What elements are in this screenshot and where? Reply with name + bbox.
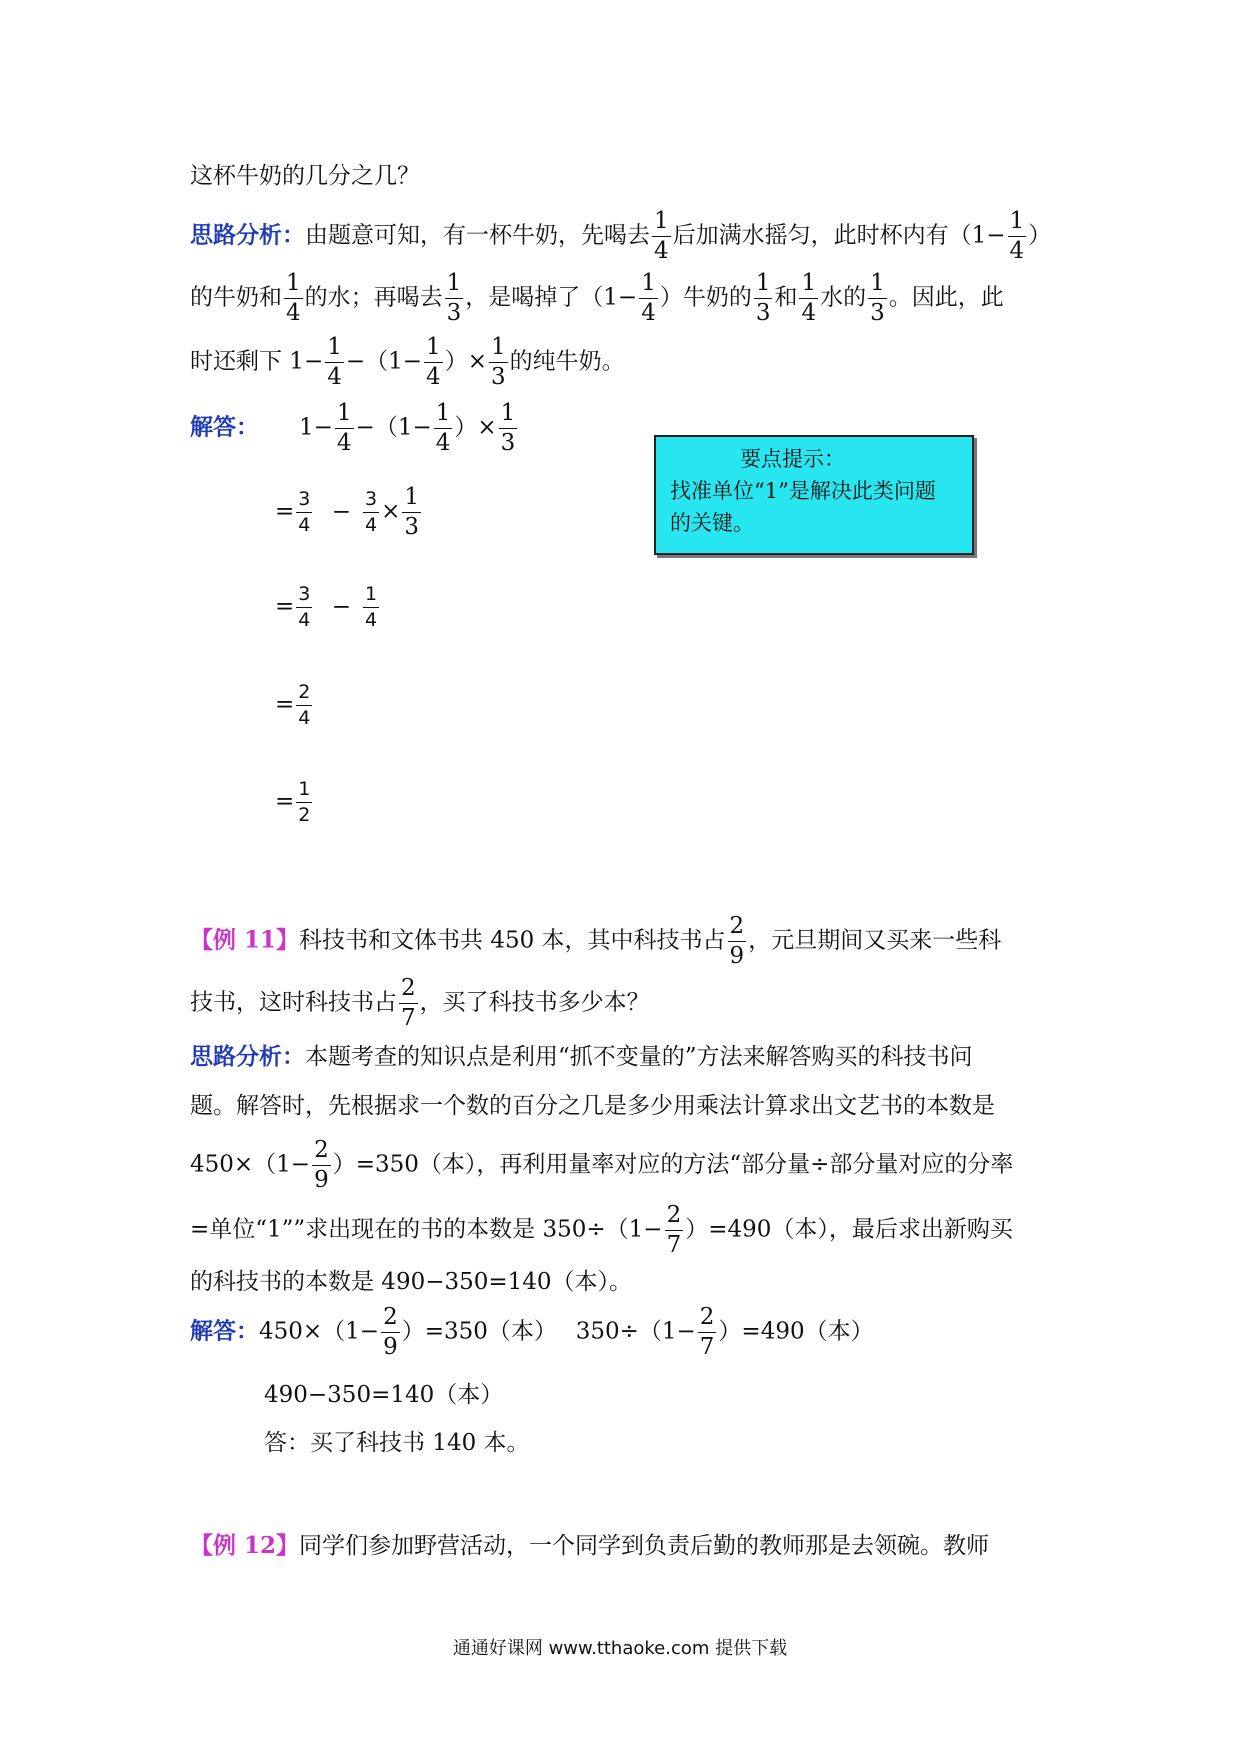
fraction: $\frac{2}{7}$: [699, 1304, 715, 1360]
fraction: $\frac{3}{4}$: [298, 583, 311, 631]
example-12-line-1: 【例 12】同学们参加野营活动，一个同学到负责后勤的教师那是去领碗。教师: [190, 1532, 990, 1559]
fraction: $\frac{2}{9}$: [383, 1304, 398, 1360]
solution-step-3: = $\frac{2}{4}$: [275, 681, 311, 729]
solution-line-0: 解答： 1− $\frac{1}{4}$ −（1− $\frac{1}{4}$ ）× $\frac{1}{3}$: [190, 400, 516, 456]
analysis-line-3: 时还剩下 1− $\frac{1}{4}$ −（1− $\frac{1}{4}$ ）× $\frac{1}{3}$ 的纯牛奶。: [190, 334, 625, 390]
fraction: $\frac{1}{3}$: [500, 400, 516, 456]
fraction: $\frac{3}{4}$: [298, 488, 311, 536]
example-11-line-2: 技书，这时科技书占 $\frac{2}{7}$ ，买了科技书多少本？: [190, 975, 650, 1031]
fraction: $\frac{1}{4}$: [435, 400, 451, 456]
fraction: $\frac{1}{4}$: [426, 334, 441, 390]
example-11-answer: 答：买了科技书 140 本。: [264, 1430, 530, 1456]
footer-credit: 通通好课网 www.tthaoke.com 提供下载: [452, 1638, 788, 1659]
fraction: $\frac{1}{3}$: [446, 270, 462, 326]
fraction: $\frac{2}{7}$: [666, 1202, 682, 1258]
solution-label: 解答：: [190, 414, 259, 441]
analysis-line-2: 的牛奶和 $\frac{1}{4}$ 的水；再喝去 $\frac{1}{3}$ ，是喝掉了（1− $\frac{1}{4}$ ）牛奶的 $\frac{1}{3}$ 和 $\frac{1}{4}$ 水的 $\frac{1}{3}$ 。因此，此: [190, 270, 1004, 326]
example-11-solution-1: 解答：450×（1− $\frac{2}{9}$ ）=350（本） 350÷（1− $\frac{2}{7}$ ）=490（本）: [190, 1304, 874, 1360]
fraction: $\frac{1}{4}$: [654, 208, 669, 264]
fraction: $\frac{1}{4}$: [364, 583, 378, 631]
key-point-title: 要点提示：: [740, 447, 845, 471]
example-11-analysis-4: =单位“1””求出现在的书的本数是 350÷（1− $\frac{2}{7}$ ）=490（本），最后求出新购买: [190, 1202, 1013, 1258]
example-tag: 【例 12】: [190, 1532, 300, 1559]
fraction: $\frac{2}{9}$: [729, 913, 745, 969]
example-11-line-1: 【例 11】科技书和文体书共 450 本，其中科技书占 $\frac{2}{9}$ ，元旦期间又买来一些科: [190, 913, 1002, 969]
fraction: $\frac{1}{4}$: [801, 270, 817, 326]
key-point-text: 的关键。: [670, 511, 754, 535]
fraction: $\frac{1}{4}$: [641, 270, 656, 326]
fraction: $\frac{1}{4}$: [336, 400, 352, 456]
key-point-text: 找准单位“1”是解决此类问题: [670, 479, 936, 503]
fraction: $\frac{1}{3}$: [755, 270, 771, 326]
analysis-label: 思路分析：: [190, 1044, 305, 1070]
fraction: $\frac{1}{3}$: [490, 334, 506, 390]
fraction: $\frac{2}{4}$: [298, 681, 311, 729]
fraction: $\frac{1}{3}$: [404, 484, 419, 540]
fraction: $\frac{1}{4}$: [286, 270, 301, 326]
solution-step-1: = $\frac{3}{4}$ − $\frac{3}{4}$ × $\frac{1}{3}$: [275, 484, 419, 540]
solution-label: 解答：: [190, 1318, 259, 1345]
example-11-analysis-5: 的科技书的本数是 490−350=140（本）。: [190, 1269, 633, 1295]
analysis-label: 思路分析：: [190, 222, 305, 249]
key-point-box: [654, 435, 974, 555]
fraction: $\frac{1}{3}$: [870, 270, 885, 326]
fraction: $\frac{1}{4}$: [327, 334, 342, 390]
fraction: $\frac{3}{4}$: [364, 488, 378, 536]
fraction: $\frac{2}{9}$: [314, 1137, 329, 1193]
example-11-analysis-2: 题。解答时，先根据求一个数的百分之几是多少用乘法计算求出文艺书的本数是: [190, 1093, 995, 1119]
fraction: $\frac{1}{4}$: [1009, 208, 1025, 264]
example-11-solution-2: 490−350=140（本）: [264, 1382, 504, 1408]
solution-step-2: = $\frac{3}{4}$ − $\frac{1}{4}$: [275, 583, 378, 631]
solution-step-4: = $\frac{1}{2}$: [275, 778, 311, 826]
example-11-analysis-3: 450×（1− $\frac{2}{9}$ ）=350（本），再利用量率对应的方法“部分量÷部分量对应的分率: [190, 1137, 1014, 1193]
text-line: 这杯牛奶的几分之几？: [190, 163, 420, 189]
fraction: $\frac{2}{7}$: [401, 975, 416, 1031]
example-11-analysis-1: 思路分析：本题考查的知识点是利用“抓不变量的”方法来解答购买的科技书问: [190, 1044, 973, 1070]
example-tag: 【例 11】: [190, 926, 300, 954]
fraction: $\frac{1}{2}$: [298, 778, 311, 826]
analysis-line-1: 思路分析：由题意可知，有一杯牛奶，先喝去 $\frac{1}{4}$ 后加满水摇匀，此时杯内有（1− $\frac{1}{4}$ ）: [190, 208, 1052, 264]
